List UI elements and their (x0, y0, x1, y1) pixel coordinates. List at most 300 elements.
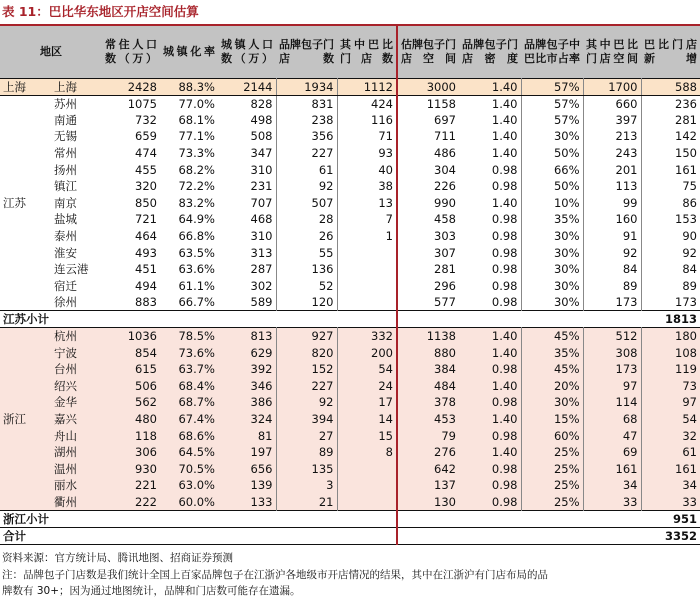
value-cell: 236 (641, 95, 700, 112)
province-cell (0, 228, 36, 245)
value-cell (337, 261, 397, 278)
value-cell: 506 (102, 378, 160, 395)
total-row-value: 3352 (641, 527, 700, 544)
table-row (0, 494, 700, 511)
value-cell: 119 (641, 361, 700, 378)
value-cell: 464 (102, 228, 160, 245)
province-cell (0, 444, 36, 461)
table-row (0, 112, 700, 129)
value-cell: 0.98 (459, 178, 521, 195)
value-cell: 75 (641, 178, 700, 195)
value-cell: 386 (218, 394, 276, 411)
value-cell: 1036 (102, 328, 160, 345)
value-cell: 50% (521, 178, 583, 195)
value-cell: 30% (521, 278, 583, 295)
table-row (0, 378, 700, 395)
city-cell: 上海 (36, 78, 102, 95)
empty-cell (337, 510, 397, 527)
value-cell: 34 (641, 477, 700, 494)
value-cell: 40 (337, 161, 397, 178)
value-cell: 589 (218, 294, 276, 311)
value-cell: 308 (583, 344, 641, 361)
value-cell: 2428 (102, 78, 160, 95)
value-cell: 281 (397, 261, 459, 278)
table-row (0, 228, 700, 245)
value-cell: 629 (218, 344, 276, 361)
value-cell: 1.40 (459, 328, 521, 345)
value-cell: 484 (397, 378, 459, 395)
value-cell: 142 (641, 128, 700, 145)
value-cell: 310 (218, 228, 276, 245)
value-cell: 173 (583, 294, 641, 311)
value-cell: 173 (641, 294, 700, 311)
table-row (0, 178, 700, 195)
footnote-line-2: 牌数有 30+；因为通过地图统计，品牌和门店数可能存在遗漏。 (2, 585, 301, 597)
province-cell: 浙江 (0, 411, 36, 428)
table-row (0, 344, 700, 361)
value-cell: 55 (276, 244, 337, 261)
empty-cell (583, 527, 641, 544)
value-cell: 66% (521, 161, 583, 178)
table-row (0, 477, 700, 494)
empty-cell (102, 311, 160, 328)
header-babi-share: 品牌包子中巴比市占率 (521, 26, 583, 78)
value-cell: 21 (276, 494, 337, 511)
value-cell: 659 (102, 128, 160, 145)
zhejiang-subtotal-row (0, 510, 700, 527)
province-cell (0, 161, 36, 178)
value-cell: 24 (337, 378, 397, 395)
value-cell: 507 (276, 195, 337, 212)
value-cell: 14 (337, 411, 397, 428)
value-cell: 81 (218, 427, 276, 444)
table-row (0, 444, 700, 461)
header-brand-density: 品牌包子门店密度 (459, 26, 521, 78)
value-cell: 54 (337, 361, 397, 378)
value-cell: 20% (521, 378, 583, 395)
value-cell: 52 (276, 278, 337, 295)
value-cell: 820 (276, 344, 337, 361)
value-cell: 458 (397, 211, 459, 228)
value-cell: 707 (218, 195, 276, 212)
value-cell: 133 (218, 494, 276, 511)
value-cell: 79 (397, 427, 459, 444)
empty-cell (521, 311, 583, 328)
value-cell: 310 (218, 161, 276, 178)
value-cell: 93 (337, 145, 397, 162)
value-cell: 57% (521, 95, 583, 112)
empty-cell (459, 311, 521, 328)
value-cell: 927 (276, 328, 337, 345)
store-space-table (0, 26, 700, 545)
value-cell: 92 (583, 244, 641, 261)
province-cell (0, 460, 36, 477)
province-cell (0, 278, 36, 295)
value-cell: 77.1% (160, 128, 218, 145)
value-cell: 83.2% (160, 195, 218, 212)
value-cell: 384 (397, 361, 459, 378)
city-cell: 淮安 (36, 244, 102, 261)
value-cell: 61 (641, 444, 700, 461)
value-cell: 1 (337, 228, 397, 245)
value-cell: 180 (641, 328, 700, 345)
empty-cell (276, 527, 337, 544)
value-cell: 38 (337, 178, 397, 195)
value-cell: 0.98 (459, 477, 521, 494)
value-cell: 453 (397, 411, 459, 428)
source-note: 资料来源：官方统计局、腾讯地图、招商证券预测 (2, 552, 233, 564)
value-cell: 33 (583, 494, 641, 511)
value-cell: 1.40 (459, 95, 521, 112)
value-cell: 161 (641, 161, 700, 178)
header-babi-new: 巴比门店新增 (641, 26, 700, 78)
value-cell: 57% (521, 78, 583, 95)
province-cell: 上海 (0, 78, 36, 95)
value-cell: 455 (102, 161, 160, 178)
value-cell: 34 (583, 477, 641, 494)
value-cell: 89 (641, 278, 700, 295)
value-cell: 226 (397, 178, 459, 195)
value-cell: 494 (102, 278, 160, 295)
table-row (0, 261, 700, 278)
value-cell (337, 278, 397, 295)
value-cell: 1.40 (459, 411, 521, 428)
header-brand-space: 估牌包子门店空间 (397, 26, 459, 78)
value-cell: 238 (276, 112, 337, 129)
value-cell: 332 (337, 328, 397, 345)
value-cell: 161 (641, 460, 700, 477)
value-cell: 173 (583, 361, 641, 378)
table-row (0, 211, 700, 228)
jiangsu-subtotal-row-label: 江苏小计 (0, 311, 102, 328)
value-cell: 88.3% (160, 78, 218, 95)
city-cell: 湖州 (36, 444, 102, 461)
value-cell: 562 (102, 394, 160, 411)
province-cell (0, 178, 36, 195)
empty-cell (397, 311, 459, 328)
province-cell (0, 344, 36, 361)
value-cell: 15 (337, 427, 397, 444)
zhejiang-subtotal-row-value: 951 (641, 510, 700, 527)
city-cell: 泰州 (36, 228, 102, 245)
value-cell: 66.8% (160, 228, 218, 245)
value-cell: 8 (337, 444, 397, 461)
value-cell: 0.98 (459, 261, 521, 278)
table-row (0, 294, 700, 311)
value-cell: 424 (337, 95, 397, 112)
value-cell: 324 (218, 411, 276, 428)
value-cell: 0.98 (459, 161, 521, 178)
value-cell: 97 (583, 378, 641, 395)
empty-cell (102, 510, 160, 527)
value-cell: 66.7% (160, 294, 218, 311)
value-cell: 850 (102, 195, 160, 212)
value-cell: 78.5% (160, 328, 218, 345)
table-row (0, 128, 700, 145)
value-cell: 99 (583, 195, 641, 212)
value-cell (337, 460, 397, 477)
value-cell: 30% (521, 261, 583, 278)
city-cell: 丽水 (36, 477, 102, 494)
empty-cell (276, 311, 337, 328)
value-cell (337, 244, 397, 261)
value-cell: 394 (276, 411, 337, 428)
value-cell: 588 (641, 78, 700, 95)
value-cell: 243 (583, 145, 641, 162)
value-cell: 45% (521, 361, 583, 378)
value-cell: 72.2% (160, 178, 218, 195)
empty-cell (337, 311, 397, 328)
value-cell: 880 (397, 344, 459, 361)
value-cell: 0.98 (459, 494, 521, 511)
value-cell: 139 (218, 477, 276, 494)
province-cell (0, 95, 36, 112)
value-cell: 67.4% (160, 411, 218, 428)
value-cell: 197 (218, 444, 276, 461)
value-cell: 480 (102, 411, 160, 428)
header-row (0, 26, 700, 78)
value-cell: 222 (102, 494, 160, 511)
value-cell: 486 (397, 145, 459, 162)
table-row (0, 244, 700, 261)
value-cell: 63.7% (160, 361, 218, 378)
value-cell: 118 (102, 427, 160, 444)
value-cell: 10% (521, 195, 583, 212)
value-cell: 120 (276, 294, 337, 311)
value-cell: 1.40 (459, 378, 521, 395)
value-cell: 1.40 (459, 344, 521, 361)
value-cell: 930 (102, 460, 160, 477)
value-cell: 108 (641, 344, 700, 361)
value-cell: 30% (521, 244, 583, 261)
empty-cell (337, 527, 397, 544)
total-row (0, 527, 700, 544)
value-cell: 30% (521, 294, 583, 311)
province-cell (0, 145, 36, 162)
value-cell: 160 (583, 211, 641, 228)
value-cell: 287 (218, 261, 276, 278)
value-cell: 831 (276, 95, 337, 112)
value-cell: 656 (218, 460, 276, 477)
value-cell: 498 (218, 112, 276, 129)
value-cell: 1112 (337, 78, 397, 95)
value-cell: 68.2% (160, 161, 218, 178)
value-cell: 0.98 (459, 228, 521, 245)
table-row (0, 328, 700, 345)
province-cell (0, 477, 36, 494)
value-cell: 213 (583, 128, 641, 145)
value-cell: 25% (521, 460, 583, 477)
value-cell: 153 (641, 211, 700, 228)
city-cell: 杭州 (36, 328, 102, 345)
value-cell: 2144 (218, 78, 276, 95)
value-cell: 86 (641, 195, 700, 212)
value-cell: 30% (521, 128, 583, 145)
table-row (0, 195, 700, 212)
value-cell: 60.0% (160, 494, 218, 511)
city-cell: 舟山 (36, 427, 102, 444)
value-cell: 1.40 (459, 78, 521, 95)
value-cell: 577 (397, 294, 459, 311)
value-cell: 281 (641, 112, 700, 129)
value-cell: 397 (583, 112, 641, 129)
table-row (0, 278, 700, 295)
city-cell: 盐城 (36, 211, 102, 228)
value-cell: 60% (521, 427, 583, 444)
value-cell: 25% (521, 477, 583, 494)
value-cell (337, 494, 397, 511)
value-cell: 13 (337, 195, 397, 212)
table-row (0, 460, 700, 477)
value-cell: 73 (641, 378, 700, 395)
header-babi-space: 其中巴比门店空间 (583, 26, 641, 78)
city-cell: 苏州 (36, 95, 102, 112)
value-cell: 73.3% (160, 145, 218, 162)
value-cell: 89 (276, 444, 337, 461)
value-cell (337, 477, 397, 494)
empty-cell (218, 527, 276, 544)
value-cell: 0.98 (459, 460, 521, 477)
footnote-line-1: 注：品牌包子门店数是我们统计全国上百家品牌包子在江浙沪各地级市开店情况的结果，其中在江浙沪有门店布局的品 (2, 568, 548, 581)
value-cell: 296 (397, 278, 459, 295)
table-row (0, 78, 700, 95)
value-cell: 1138 (397, 328, 459, 345)
value-cell: 0.98 (459, 211, 521, 228)
value-cell: 90 (641, 228, 700, 245)
value-cell: 1.40 (459, 145, 521, 162)
empty-cell (397, 510, 459, 527)
province-cell (0, 378, 36, 395)
value-cell: 152 (276, 361, 337, 378)
city-cell: 金华 (36, 394, 102, 411)
value-cell: 493 (102, 244, 160, 261)
value-cell: 69 (583, 444, 641, 461)
value-cell: 61 (276, 161, 337, 178)
empty-cell (276, 510, 337, 527)
value-cell: 27 (276, 427, 337, 444)
value-cell: 276 (397, 444, 459, 461)
value-cell: 1.40 (459, 444, 521, 461)
province-cell (0, 427, 36, 444)
province-cell (0, 494, 36, 511)
value-cell: 304 (397, 161, 459, 178)
value-cell: 0.98 (459, 361, 521, 378)
city-cell: 常州 (36, 145, 102, 162)
empty-cell (218, 311, 276, 328)
province-cell (0, 328, 36, 345)
province-cell (0, 128, 36, 145)
empty-cell (521, 527, 583, 544)
value-cell: 307 (397, 244, 459, 261)
value-cell: 17 (337, 394, 397, 411)
header-urban-population: 城镇人口数（万） (218, 26, 276, 78)
province-cell (0, 112, 36, 129)
value-cell: 828 (218, 95, 276, 112)
table-title: 表 11：巴比华东地区开店空间估算 (0, 0, 700, 26)
value-cell: 84 (641, 261, 700, 278)
value-cell: 30% (521, 394, 583, 411)
value-cell: 1.40 (459, 112, 521, 129)
province-cell (0, 361, 36, 378)
value-cell: 68 (583, 411, 641, 428)
value-cell: 474 (102, 145, 160, 162)
value-cell: 813 (218, 328, 276, 345)
empty-cell (397, 527, 459, 544)
value-cell: 0.98 (459, 294, 521, 311)
header-brand-stores: 品牌包子门店数 (276, 26, 337, 78)
city-cell: 宁波 (36, 344, 102, 361)
table-row (0, 95, 700, 112)
value-cell: 231 (218, 178, 276, 195)
value-cell: 89 (583, 278, 641, 295)
value-cell: 63.6% (160, 261, 218, 278)
value-cell: 63.5% (160, 244, 218, 261)
value-cell: 136 (276, 261, 337, 278)
table-row (0, 161, 700, 178)
value-cell: 28 (276, 211, 337, 228)
zhejiang-subtotal-row-label: 浙江小计 (0, 510, 102, 527)
province-cell (0, 261, 36, 278)
value-cell: 7 (337, 211, 397, 228)
province-cell (0, 211, 36, 228)
empty-cell (583, 510, 641, 527)
value-cell: 1158 (397, 95, 459, 112)
city-cell: 台州 (36, 361, 102, 378)
value-cell: 3 (276, 477, 337, 494)
header-babi-stores: 其中巴比门店数 (337, 26, 397, 78)
province-cell (0, 294, 36, 311)
value-cell: 92 (276, 178, 337, 195)
value-cell: 642 (397, 460, 459, 477)
header-population: 常住人口数（万） (102, 26, 160, 78)
table-row (0, 427, 700, 444)
value-cell: 68.6% (160, 427, 218, 444)
header-region: 地区 (0, 26, 102, 78)
value-cell: 320 (102, 178, 160, 195)
value-cell: 1700 (583, 78, 641, 95)
value-cell: 32 (641, 427, 700, 444)
value-cell: 35% (521, 211, 583, 228)
value-cell: 347 (218, 145, 276, 162)
value-cell: 227 (276, 145, 337, 162)
value-cell: 0.98 (459, 278, 521, 295)
province-cell (0, 244, 36, 261)
city-cell: 无锡 (36, 128, 102, 145)
value-cell: 114 (583, 394, 641, 411)
value-cell: 92 (276, 394, 337, 411)
value-cell: 356 (276, 128, 337, 145)
value-cell: 68.1% (160, 112, 218, 129)
value-cell: 15% (521, 411, 583, 428)
value-cell: 113 (583, 178, 641, 195)
value-cell: 25% (521, 494, 583, 511)
value-cell: 35% (521, 344, 583, 361)
value-cell: 3000 (397, 78, 459, 95)
jiangsu-subtotal-row (0, 311, 700, 328)
value-cell: 64.9% (160, 211, 218, 228)
city-cell: 衢州 (36, 494, 102, 511)
value-cell: 660 (583, 95, 641, 112)
value-cell: 392 (218, 361, 276, 378)
city-cell: 温州 (36, 460, 102, 477)
header-urbanization: 城镇化率 (160, 26, 218, 78)
empty-cell (459, 527, 521, 544)
city-cell: 南京 (36, 195, 102, 212)
province-cell: 江苏 (0, 195, 36, 212)
value-cell: 1075 (102, 95, 160, 112)
value-cell: 150 (641, 145, 700, 162)
value-cell: 57% (521, 112, 583, 129)
